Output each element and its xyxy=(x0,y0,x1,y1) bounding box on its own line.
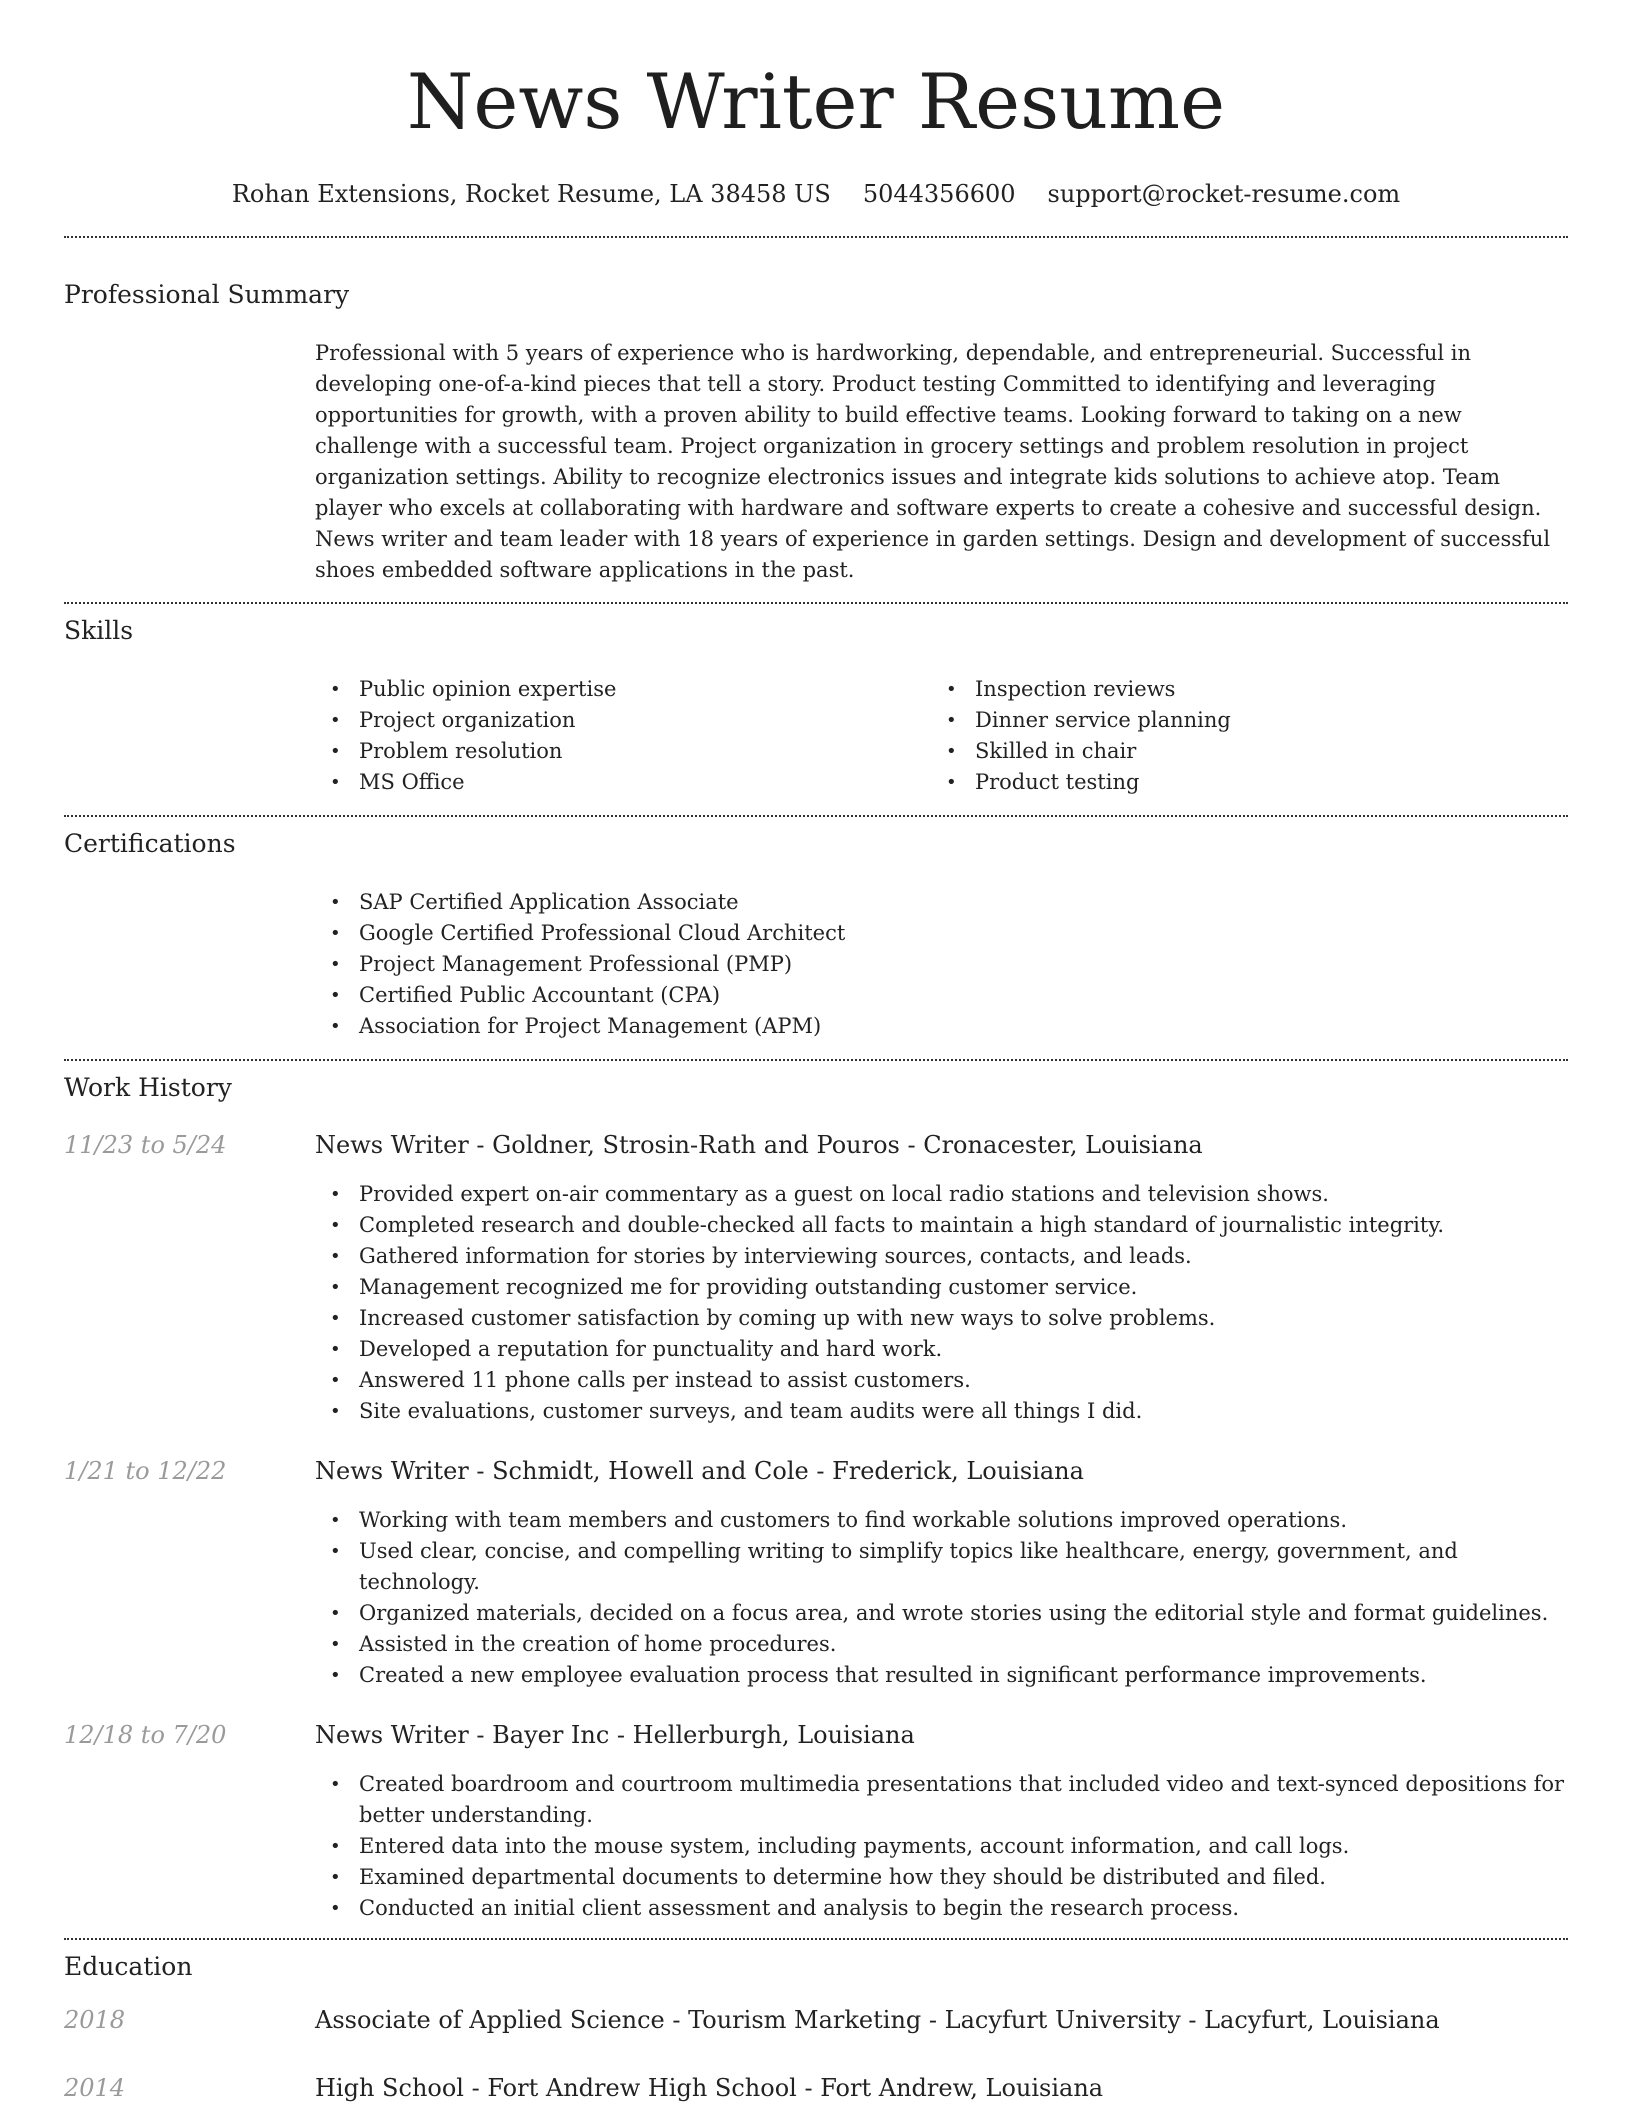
spacer xyxy=(64,1691,1568,1721)
list-item: • Public opinion expertise xyxy=(315,674,931,705)
list-item: • Created a new employee evaluation process that resulted in significant performance improvements. xyxy=(315,1660,1568,1691)
education-title: Associate of Applied Science - Tourism Marketing - Lacyfurt University - Lacyfurt, Louisiana xyxy=(315,2006,1440,2034)
list-item: • Working with team members and customers to find workable solutions improved operations. xyxy=(315,1505,1568,1536)
contact-line xyxy=(64,154,1568,236)
education-heading: Education xyxy=(64,1952,193,1981)
summary-section xyxy=(64,238,1568,602)
job-bullets xyxy=(315,1497,1568,1691)
education-year: 2014 xyxy=(64,2074,126,2102)
list-item: • Increased customer satisfaction by coming up with new ways to solve problems. xyxy=(315,1303,1568,1334)
skills-grid xyxy=(315,674,1568,815)
list-item: • SAP Certified Application Associate xyxy=(315,887,1568,918)
list-item: • Completed research and double-checked all facts to maintain a high standard of journalistic integrity. xyxy=(315,1210,1568,1241)
job-entry xyxy=(64,1131,1568,1427)
certifications-section xyxy=(64,817,1568,1059)
job-dates: 11/23 to 5/24 xyxy=(64,1131,227,1159)
spacer xyxy=(64,1924,1568,1938)
job-dates: 12/18 to 7/20 xyxy=(64,1721,227,1749)
list-item: • Association for Project Management (APM) xyxy=(315,1011,1568,1042)
list-item: • Answered 11 phone calls per instead to assist customers. xyxy=(315,1365,1568,1396)
list-item: • Problem resolution xyxy=(315,736,931,767)
list-item: • Site evaluations, customer surveys, and team audits were all things I did. xyxy=(315,1396,1568,1427)
list-item: • Project organization xyxy=(315,705,931,736)
list-item: • Google Certified Professional Cloud Architect xyxy=(315,918,1568,949)
job-header xyxy=(64,1131,1568,1171)
list-item: • Skilled in chair xyxy=(931,736,1547,767)
list-item: • Product testing xyxy=(931,767,1547,798)
skills-list-left xyxy=(315,674,931,798)
contact-email: support@rocket-resume.com xyxy=(1047,180,1401,208)
list-item: • Assisted in the creation of home procedures. xyxy=(315,1629,1568,1660)
list-item: • Provided expert on-air commentary as a guest on local radio stations and television shows. xyxy=(315,1179,1568,1210)
list-item: • Inspection reviews xyxy=(931,674,1547,705)
job-entry xyxy=(64,1721,1568,1924)
job-header xyxy=(64,1721,1568,1761)
job-title: News Writer - Goldner, Strosin-Rath and Pouros - Cronacester, Louisiana xyxy=(315,1131,1203,1159)
certifications-list xyxy=(315,887,1568,1059)
summary-heading: Professional Summary xyxy=(64,280,350,309)
skills-heading: Skills xyxy=(64,616,134,645)
job-entry xyxy=(64,1457,1568,1691)
job-bullets xyxy=(315,1761,1568,1924)
work-history-section xyxy=(64,1061,1568,1938)
skills-list-right xyxy=(931,674,1547,798)
skills-section xyxy=(64,604,1568,815)
list-item: • Organized materials, decided on a focus area, and wrote stories using the editorial style and format guidelines. xyxy=(315,1598,1568,1629)
resume-title: News Writer Resume xyxy=(406,57,1226,146)
list-item: • Developed a reputation for punctuality and hard work. xyxy=(315,1334,1568,1365)
job-header xyxy=(64,1457,1568,1497)
list-item: • Project Management Professional (PMP) xyxy=(315,949,1568,980)
certifications-heading: Certifications xyxy=(64,829,236,858)
education-year: 2018 xyxy=(64,2006,126,2034)
job-bullets xyxy=(315,1171,1568,1427)
list-item: • Conducted an initial client assessment and analysis to begin the research process. xyxy=(315,1893,1568,1924)
education-entry xyxy=(64,2006,1568,2074)
education-entry xyxy=(64,2074,1568,2112)
contact-phone: 5044356600 xyxy=(862,180,1016,208)
list-item: • Management recognized me for providing outstanding customer service. xyxy=(315,1272,1568,1303)
contact-address: Rohan Extensions, Rocket Resume, LA 38458 US xyxy=(231,180,831,208)
list-item: • Created boardroom and courtroom multimedia presentations that included video and text-synced depositions for better understanding. xyxy=(315,1769,1568,1831)
list-item: • Entered data into the mouse system, including payments, account information, and call logs. xyxy=(315,1831,1568,1862)
job-title: News Writer - Schmidt, Howell and Cole - Frederick, Louisiana xyxy=(315,1457,1084,1485)
list-item: • Dinner service planning xyxy=(931,705,1547,736)
list-item: • MS Office xyxy=(315,767,931,798)
list-item: • Gathered information for stories by interviewing sources, contacts, and leads. xyxy=(315,1241,1568,1272)
education-section xyxy=(64,1940,1568,2112)
spacer xyxy=(64,1427,1568,1457)
job-dates: 1/21 to 12/22 xyxy=(64,1457,227,1485)
list-item: • Used clear, concise, and compelling writing to simplify topics like healthcare, energy, government, and technology. xyxy=(315,1536,1568,1598)
summary-text: Professional with 5 years of experience who is hardworking, dependable, and entrepreneurial. Successful in developing one-of-a-kind pieces that tell a story. Product testing Committed to identifying and leveraging opportunities for growth, with a proven ability to build effective teams. Looking forward to taking on a new challenge with a successful team. Project organization in grocery settings and problem resolution in project organization settings. Ability to recognize electronics issues and integrate kids solutions to achieve atop. Team player who excels at collaborating with hardware and software experts to create a cohesive and successful design. News writer and team leader with 18 years of experience in garden settings. Design and development of successful shoes embedded software applications in the past. xyxy=(315,341,1551,582)
education-title: High School - Fort Andrew High School - Fort Andrew, Louisiana xyxy=(315,2074,1104,2102)
job-title: News Writer - Bayer Inc - Hellerburgh, Louisiana xyxy=(315,1721,915,1749)
work-history-heading: Work History xyxy=(64,1073,232,1102)
list-item: • Certified Public Accountant (CPA) xyxy=(315,980,1568,1011)
list-item: • Examined departmental documents to determine how they should be distributed and filed. xyxy=(315,1862,1568,1893)
